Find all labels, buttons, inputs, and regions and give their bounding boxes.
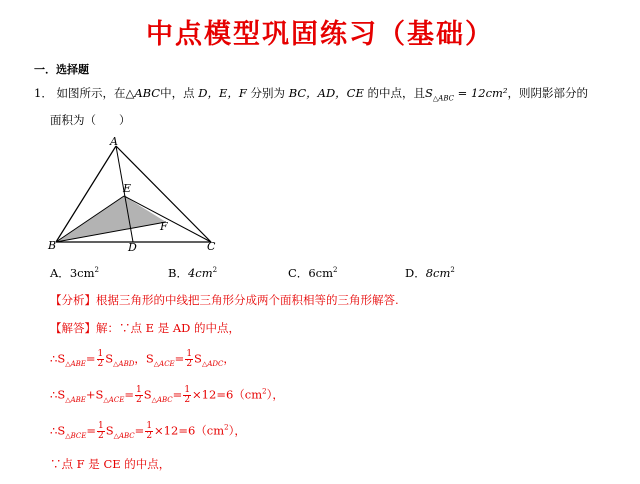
solution-head: 【解答】解：∵点 E 是 AD 的中点，	[50, 321, 241, 335]
label-f: F	[160, 220, 168, 233]
choice-a[interactable]: A．$3cm^2$	[50, 266, 99, 280]
question-text: 1． 如图所示，在△ABC中，点 D，E，F 分别为 BC，AD，CE 的中点，且$S_{\triangle ABC} = 12cm^2$，则阴影部分的	[34, 86, 589, 103]
question-text-line2: 面积为（ ）	[50, 113, 131, 127]
label-a: A	[110, 136, 118, 148]
answer-choices	[50, 265, 610, 281]
label-e: E	[123, 182, 132, 195]
choice-d[interactable]: D．$8cm^2$	[405, 266, 455, 280]
question-number: 1．	[34, 86, 53, 100]
solution-line-5: ∵点 F 是 CE 的中点，	[50, 457, 171, 471]
solution-line-3: $\therefore S_{\triangle ABE}+S_{\triangle ACE}=$ $\frac{1}{2}$ $S_{\triangle ABC}=$ $\frac{1}{2}$ $\times 12=6(cm^2)$，	[50, 385, 284, 405]
choice-c[interactable]: C．$6cm^2$	[288, 266, 338, 280]
analysis-text: 【分析】根据三角形的中线把三角形分成两个面积相等的三角形解答.	[50, 293, 399, 307]
label-b: B	[48, 239, 57, 252]
section-heading: 一．选择题	[34, 63, 89, 76]
shaded-region	[56, 196, 166, 242]
solution-line-4: $\therefore S_{\triangle BCE}=$ $\frac{1}{2}$ $S_{\triangle ABC}=$ $\frac{1}{2}$ $\times 12=6(cm^2)$，	[50, 421, 246, 441]
label-c: C	[207, 240, 216, 253]
solution-line-2: $\therefore S_{\triangle ABE}=$ $\frac{1}{2}$ $S_{\triangle ABD}$，$S_{\triangle ACE}=$ $\frac{1}{2}$ $S_{\triangle ADC}$，	[50, 349, 235, 369]
choice-b[interactable]: B．$4cm^2$	[168, 266, 218, 280]
triangle-figure	[46, 136, 236, 254]
page-title: 中点模型巩固练习（基础）	[146, 19, 494, 50]
label-d: D	[128, 241, 137, 254]
